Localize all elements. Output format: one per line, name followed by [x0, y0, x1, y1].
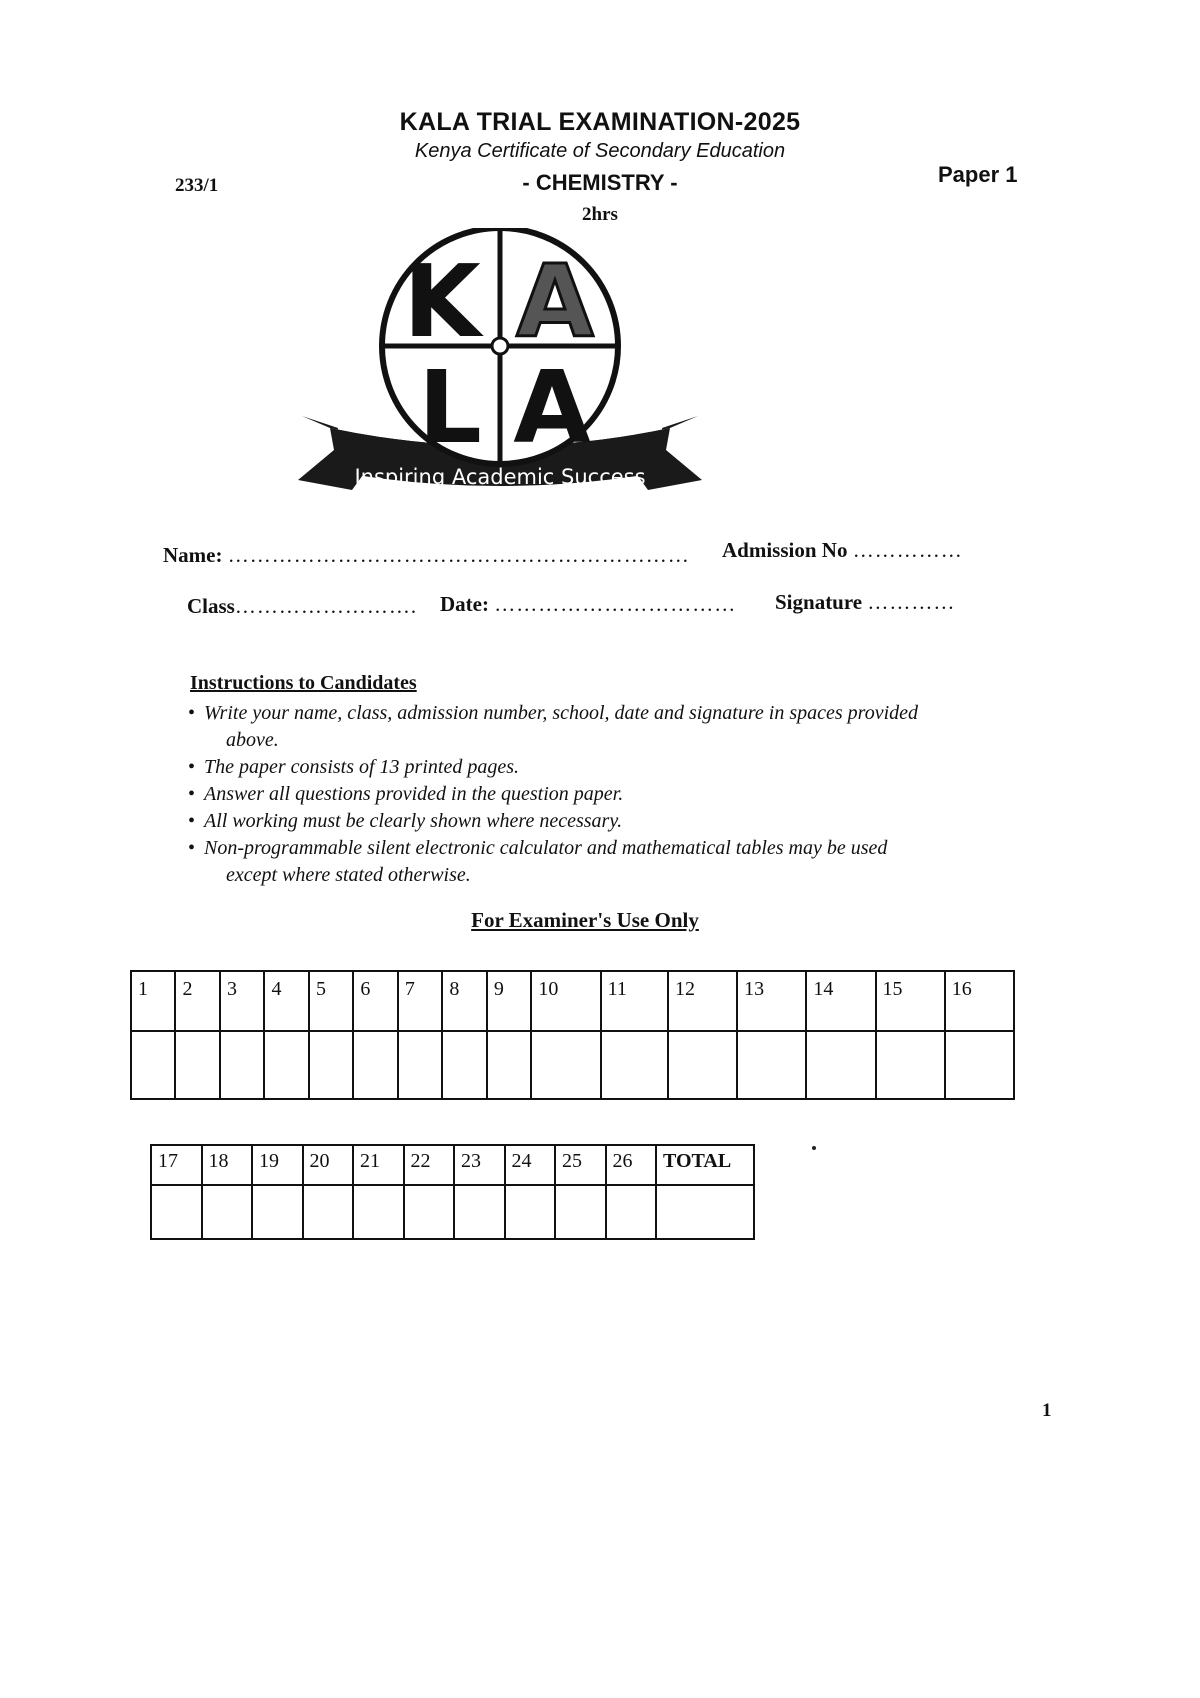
score-cell[interactable]	[606, 1185, 657, 1239]
question-number-cell: 10	[531, 971, 600, 1031]
instruction-item: • Non-programmable silent electronic calculator and mathematical tables may be used except where stated otherwise.	[188, 835, 1048, 889]
question-number-cell: 18	[202, 1145, 253, 1185]
exam-title: KALA TRIAL EXAMINATION-2025	[399, 108, 801, 136]
kala-logo	[290, 228, 710, 518]
question-number-cell: 24	[505, 1145, 556, 1185]
logo-letter-k: K	[403, 243, 481, 360]
marks-table-questions-1-16	[130, 970, 1015, 1100]
name-field[interactable]	[163, 543, 690, 568]
date-field[interactable]	[440, 592, 736, 617]
subject-title: - CHEMISTRY -	[522, 170, 678, 195]
score-cell[interactable]	[404, 1185, 455, 1239]
admission-dots: ……………	[852, 538, 963, 562]
score-cell[interactable]	[806, 1031, 875, 1099]
score-cell[interactable]	[505, 1185, 556, 1239]
name-label: Name:	[163, 543, 223, 567]
question-number-cell: 13	[737, 971, 806, 1031]
question-number-cell: 19	[252, 1145, 303, 1185]
score-cell[interactable]	[264, 1031, 308, 1099]
logo-letter-a-top: A	[516, 243, 594, 360]
page-number: 1	[1042, 1400, 1052, 1421]
admission-field[interactable]	[722, 538, 963, 563]
question-number-cell: 20	[303, 1145, 354, 1185]
score-cell[interactable]	[454, 1185, 505, 1239]
question-number-cell: 25	[555, 1145, 606, 1185]
score-cell[interactable]	[668, 1031, 737, 1099]
question-number-cell: 1	[131, 971, 175, 1031]
examiner-heading: For Examiner's Use Only	[471, 908, 699, 932]
marks-table-questions-17-26	[150, 1144, 755, 1240]
date-label: Date:	[440, 592, 489, 616]
score-cell[interactable]	[601, 1031, 668, 1099]
question-number-cell: 5	[309, 971, 353, 1031]
question-number-cell: 16	[945, 971, 1014, 1031]
question-number-cell: 8	[442, 971, 486, 1031]
question-number-cell: 17	[151, 1145, 202, 1185]
logo-motto: Inspiring Academic Success	[354, 465, 646, 489]
date-dots: ……………………………	[494, 592, 737, 616]
question-number-cell: 22	[404, 1145, 455, 1185]
marks-score-row	[131, 1031, 1014, 1099]
question-number-cell: 15	[876, 971, 945, 1031]
question-number-cell: 11	[601, 971, 668, 1031]
instruction-item: • The paper consists of 13 printed pages.	[188, 754, 1048, 781]
score-cell[interactable]	[220, 1031, 264, 1099]
score-cell[interactable]	[175, 1031, 219, 1099]
score-cell[interactable]	[398, 1031, 442, 1099]
score-cell[interactable]	[252, 1185, 303, 1239]
signature-label: Signature	[775, 590, 863, 614]
question-number-cell: 6	[353, 971, 397, 1031]
paper-label: Paper 1	[938, 162, 1018, 187]
instruction-item: • Answer all questions provided in the question paper.	[188, 781, 1048, 808]
question-number-cell: 26	[606, 1145, 657, 1185]
total-score-cell[interactable]	[656, 1185, 754, 1239]
question-number-cell: 14	[806, 971, 875, 1031]
question-number-cell: 3	[220, 971, 264, 1031]
question-number-cell: 12	[668, 971, 737, 1031]
question-number-cell: 7	[398, 971, 442, 1031]
exam-duration: 2hrs	[582, 204, 618, 225]
score-cell[interactable]	[303, 1185, 354, 1239]
instruction-item: • Write your name, class, admission number, school, date and signature in spaces provided above.	[188, 700, 1048, 754]
score-cell[interactable]	[487, 1031, 531, 1099]
score-cell[interactable]	[353, 1031, 397, 1099]
instruction-item: • All working must be clearly shown where necessary.	[188, 808, 1048, 835]
logo-letter-a-bottom: A	[513, 349, 591, 466]
marks-score-row	[151, 1185, 754, 1239]
class-dots: …………………….	[234, 594, 418, 618]
score-cell[interactable]	[309, 1031, 353, 1099]
signature-dots: …………	[867, 590, 956, 614]
exam-subtitle: Kenya Certificate of Secondary Education	[414, 140, 786, 162]
score-cell[interactable]	[876, 1031, 945, 1099]
signature-field[interactable]	[775, 590, 955, 615]
total-header-cell: TOTAL	[656, 1145, 754, 1185]
question-number-cell: 4	[264, 971, 308, 1031]
score-cell[interactable]	[945, 1031, 1014, 1099]
score-cell[interactable]	[737, 1031, 806, 1099]
score-cell[interactable]	[131, 1031, 175, 1099]
score-cell[interactable]	[555, 1185, 606, 1239]
instructions-list	[188, 700, 1048, 889]
class-label: Class	[187, 594, 235, 618]
class-field[interactable]	[187, 594, 417, 619]
marks-header-row	[131, 971, 1014, 1031]
score-cell[interactable]	[442, 1031, 486, 1099]
score-cell[interactable]	[353, 1185, 404, 1239]
question-number-cell: 9	[487, 971, 531, 1031]
question-number-cell: 23	[454, 1145, 505, 1185]
marks-header-row	[151, 1145, 754, 1185]
score-cell[interactable]	[151, 1185, 202, 1239]
score-cell[interactable]	[202, 1185, 253, 1239]
question-number-cell: 2	[175, 971, 219, 1031]
score-cell[interactable]	[531, 1031, 600, 1099]
instructions-heading: Instructions to Candidates	[190, 672, 417, 694]
paper-code: 233/1	[175, 175, 219, 196]
admission-label: Admission No	[722, 538, 848, 562]
stray-mark	[812, 1146, 816, 1150]
name-dots: ………………………………………………………	[227, 543, 690, 567]
question-number-cell: 21	[353, 1145, 404, 1185]
logo-letter-l: L	[418, 349, 482, 466]
